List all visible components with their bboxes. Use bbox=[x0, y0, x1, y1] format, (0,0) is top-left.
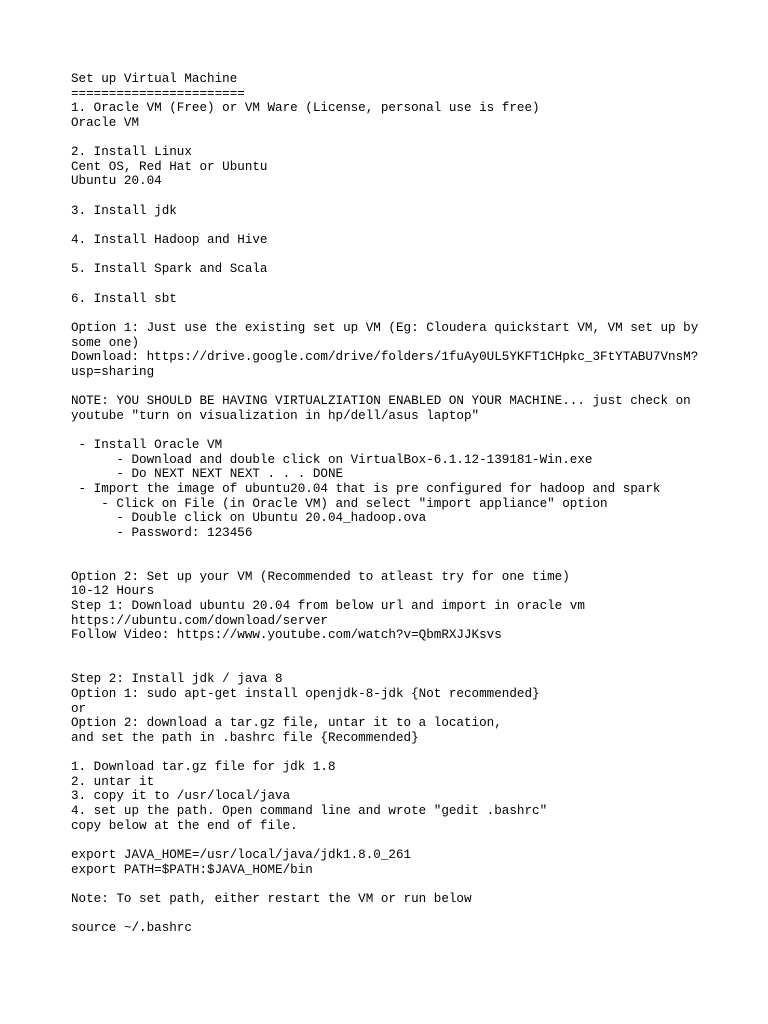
doc-line bbox=[71, 658, 731, 673]
doc-line bbox=[71, 277, 731, 292]
doc-line: https://ubuntu.com/download/server bbox=[71, 613, 328, 628]
doc-line: Option 1: Just use the existing set up VM (Eg: Cloudera quickstart VM, VM set up by bbox=[71, 320, 699, 335]
doc-line: 10-12 Hours bbox=[71, 584, 155, 599]
doc-line: some one) bbox=[71, 335, 140, 350]
doc-line: ======================= bbox=[71, 86, 245, 101]
doc-line: - Import the image of ubuntu20.04 that is pre configured for hadoop and spark bbox=[71, 481, 661, 496]
doc-line: copy below at the end of file. bbox=[71, 818, 298, 833]
doc-line: Option 2: download a tar.gz file, untar it to a location, bbox=[71, 716, 502, 731]
doc-line: Step 1: Download ubuntu 20.04 from below url and import in oracle vm bbox=[71, 599, 585, 614]
doc-line: - Password: 123456 bbox=[71, 525, 253, 540]
doc-line bbox=[71, 541, 731, 556]
doc-line bbox=[71, 248, 731, 263]
doc-line: Cent OS, Red Hat or Ubuntu bbox=[71, 159, 268, 174]
doc-line bbox=[71, 306, 731, 321]
doc-line: 1. Download tar.gz file for jdk 1.8 bbox=[71, 760, 336, 775]
doc-line: Note: To set path, either restart the VM or run below bbox=[71, 891, 472, 906]
doc-line bbox=[71, 379, 731, 394]
doc-line: 2. Install Linux bbox=[71, 145, 192, 160]
doc-line: - Download and double click on VirtualBox-6.1.12-139181-Win.exe bbox=[71, 452, 593, 467]
doc-line bbox=[71, 643, 731, 658]
doc-line: 4. Install Hadoop and Hive bbox=[71, 233, 268, 248]
doc-line: source ~/.bashrc bbox=[71, 921, 192, 936]
doc-line: export JAVA_HOME=/usr/local/java/jdk1.8.0_261 bbox=[71, 847, 412, 862]
doc-line bbox=[71, 189, 731, 204]
doc-line bbox=[71, 218, 731, 233]
doc-line: - Double click on Ubuntu 20.04_hadoop.ova bbox=[71, 511, 427, 526]
doc-line: youtube "turn on visualization in hp/dell/asus laptop" bbox=[71, 408, 480, 423]
doc-line: Set up Virtual Machine bbox=[71, 72, 238, 86]
doc-line: - Click on File (in Oracle VM) and select "import appliance" option bbox=[71, 496, 608, 511]
doc-line: 1. Oracle VM (Free) or VM Ware (License, personal use is free) bbox=[71, 101, 540, 116]
doc-line: - Do NEXT NEXT NEXT . . . DONE bbox=[71, 467, 344, 482]
doc-line bbox=[71, 833, 731, 848]
doc-line: and set the path in .bashrc file {Recommended} bbox=[71, 730, 419, 745]
doc-line bbox=[71, 745, 731, 760]
doc-line: Ubuntu 20.04 bbox=[71, 174, 162, 189]
doc-line: 6. Install sbt bbox=[71, 291, 177, 306]
doc-line: NOTE: YOU SHOULD BE HAVING VIRTUALZIATION ENABLED ON YOUR MACHINE... just check on bbox=[71, 394, 691, 409]
doc-line: 4. set up the path. Open command line and wrote "gedit .bashrc" bbox=[71, 804, 548, 819]
doc-line bbox=[71, 877, 731, 892]
doc-line: export PATH=$PATH:$JAVA_HOME/bin bbox=[71, 862, 313, 877]
doc-line: Option 2: Set up your VM (Recommended to atleast try for one time) bbox=[71, 569, 570, 584]
doc-line: 5. Install Spark and Scala bbox=[71, 262, 268, 277]
doc-line: Step 2: Install jdk / java 8 bbox=[71, 672, 283, 687]
doc-line: 3. Install jdk bbox=[71, 203, 177, 218]
doc-line: Follow Video: https://www.youtube.com/watch?v=QbmRXJJKsvs bbox=[71, 628, 502, 643]
doc-line: - Install Oracle VM bbox=[71, 438, 223, 453]
doc-line bbox=[71, 423, 731, 438]
doc-line: 3. copy it to /usr/local/java bbox=[71, 789, 291, 804]
doc-line: Oracle VM bbox=[71, 115, 140, 130]
doc-line: 2. untar it bbox=[71, 774, 155, 789]
doc-line: Download: https://drive.google.com/drive/folders/1fuAy0UL5YKFT1CHpkc_3FtYTABU7VnsM? bbox=[71, 350, 699, 365]
doc-line bbox=[71, 907, 731, 922]
doc-line bbox=[71, 131, 731, 146]
doc-line bbox=[71, 555, 731, 570]
document-page bbox=[71, 72, 731, 936]
doc-line: or bbox=[71, 701, 87, 716]
doc-line: usp=sharing bbox=[71, 364, 155, 379]
doc-line: Option 1: sudo apt-get install openjdk-8-jdk {Not recommended} bbox=[71, 686, 540, 701]
